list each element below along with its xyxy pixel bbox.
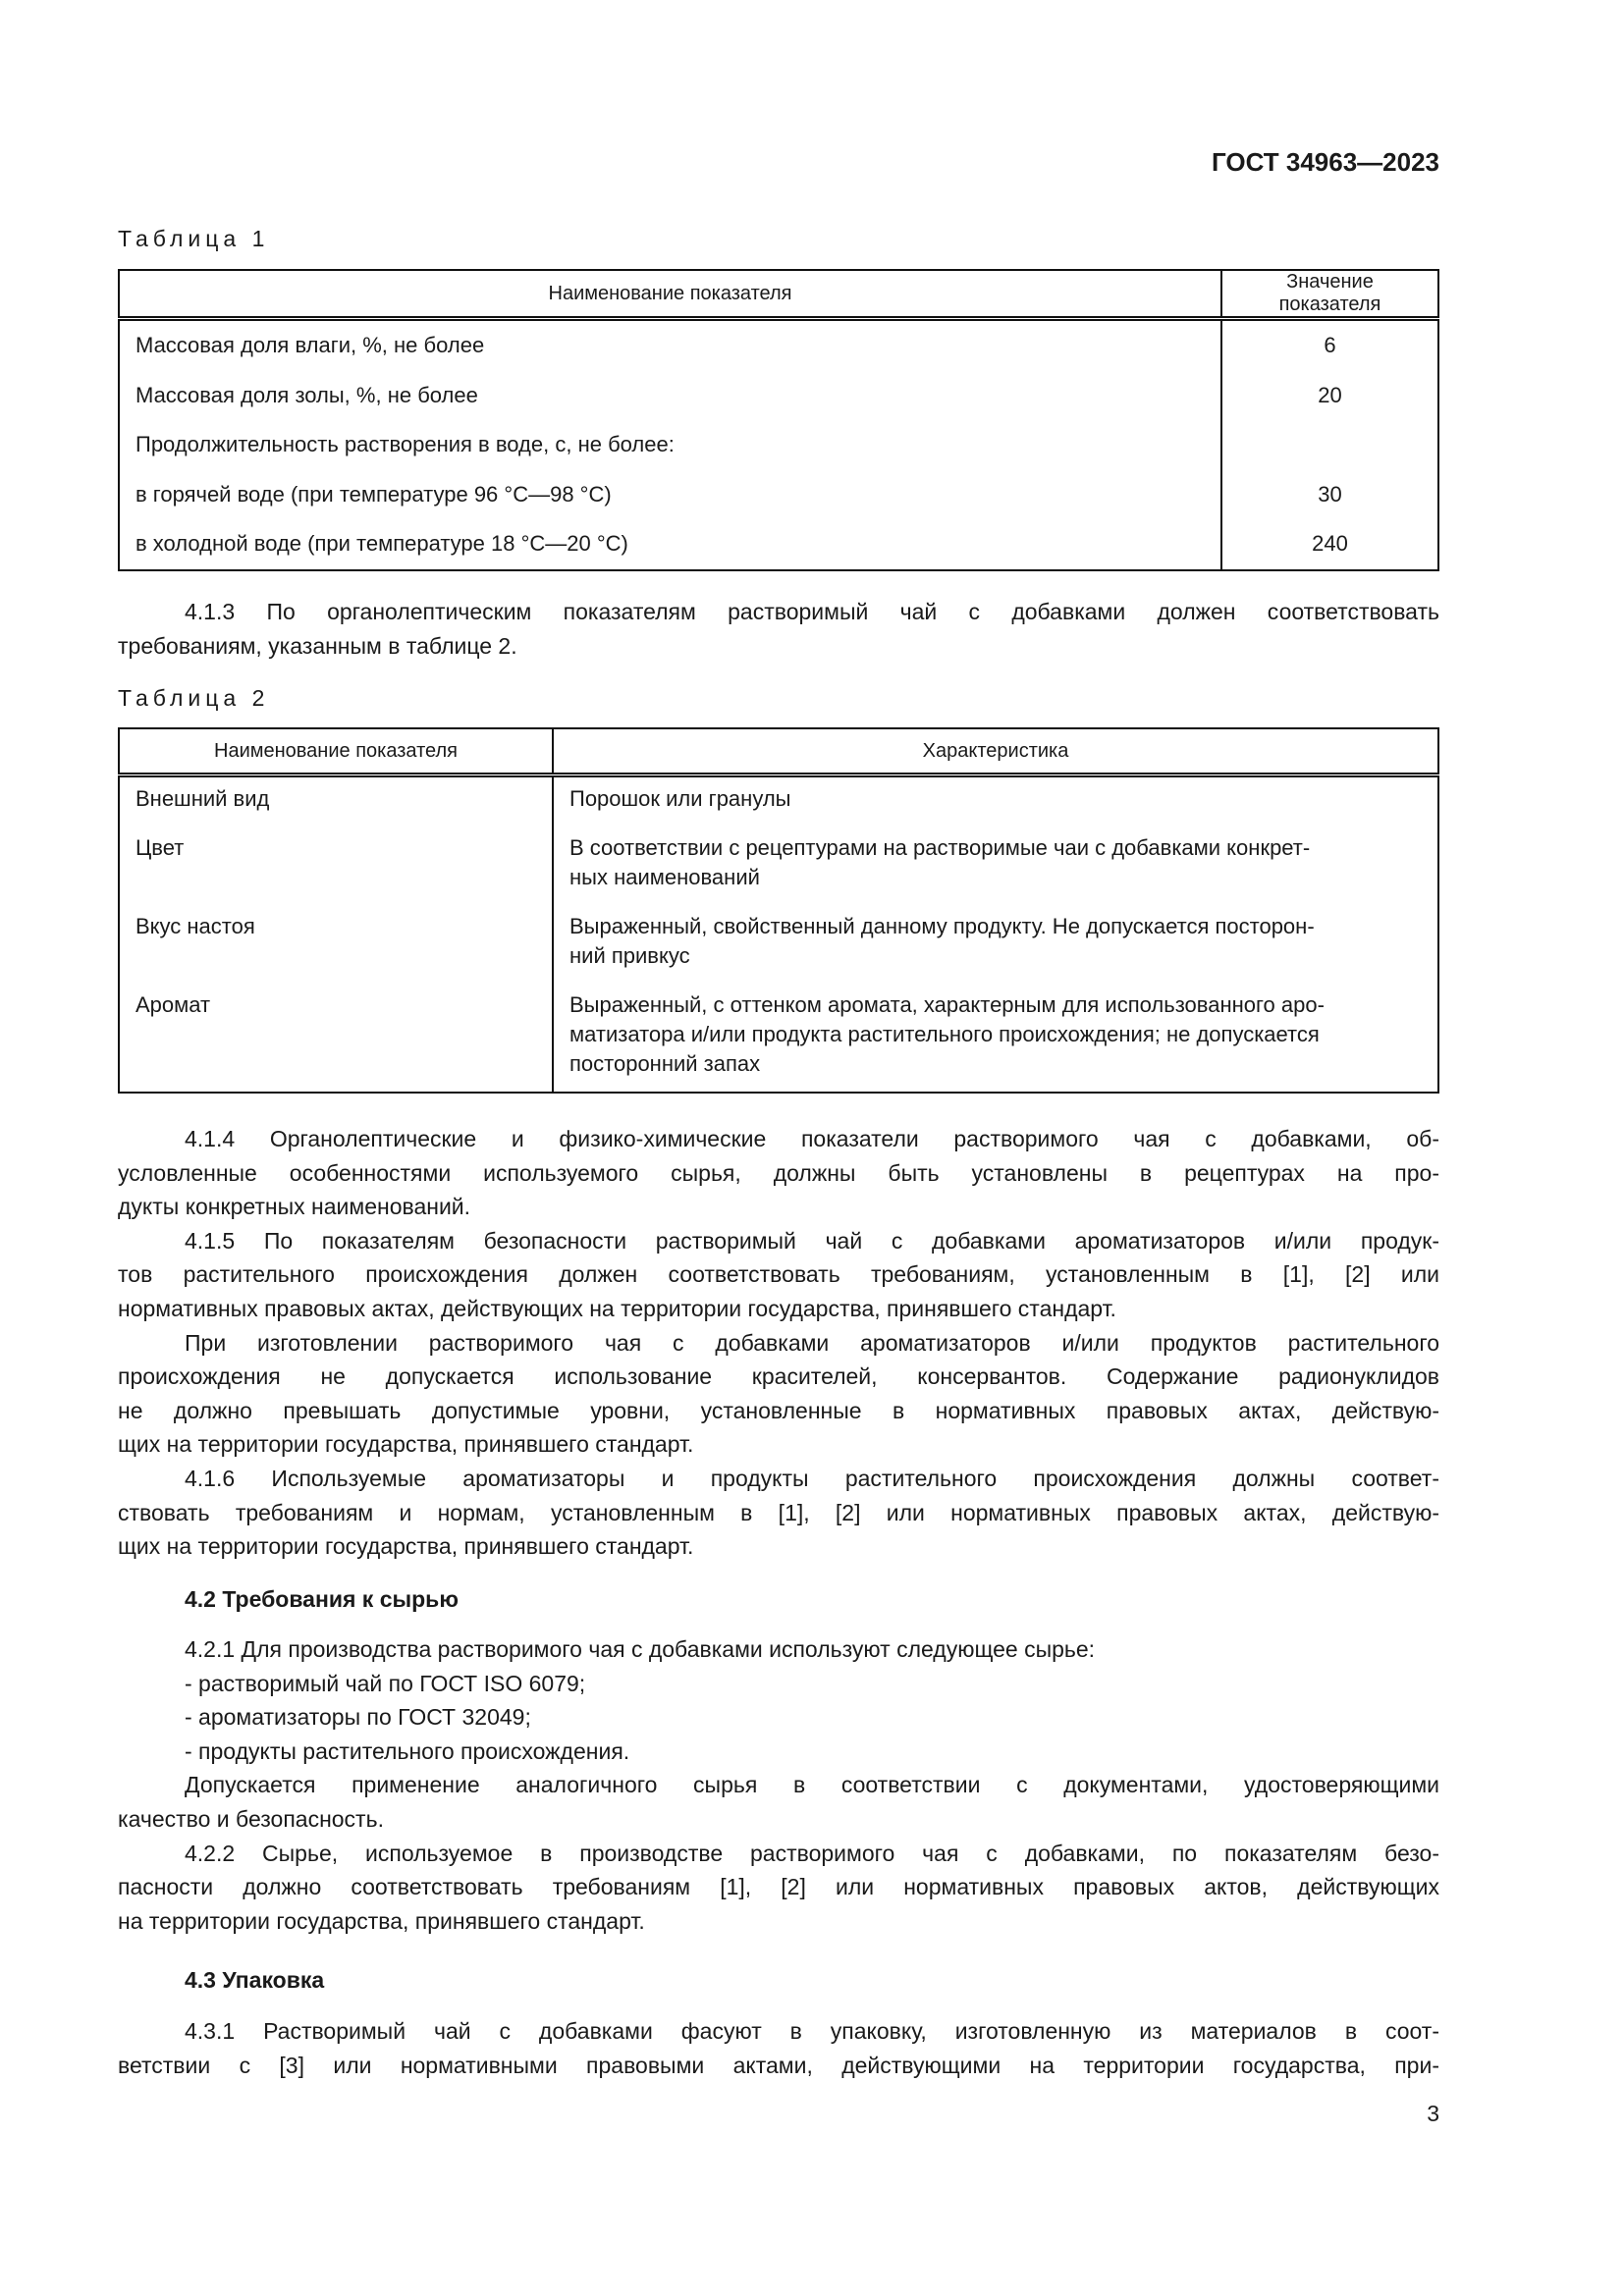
text-line: 4.1.5 По показателям безопасности растворимый чай с добавками ароматизаторов и/или продук- [185, 1227, 1439, 1254]
section-4-2-paragraphs [118, 1632, 1439, 1938]
characteristic [553, 984, 1438, 1093]
table-row [119, 905, 1438, 984]
table-row [119, 519, 1438, 570]
table-1-caption: Таблица 1 [118, 226, 270, 251]
text-line: - растворимый чай по ГОСТ ISO 6079; [185, 1670, 586, 1696]
table-row [119, 420, 1438, 470]
section-4-1-paragraphs [118, 1122, 1439, 1564]
paragraph [118, 1667, 1439, 1701]
text-line: 4.1.4 Органолептические и физико-химические показатели растворимого чая с добавками, об- [185, 1126, 1439, 1151]
text-line: ветствии с [3] или нормативными правовыми актами, действующими на территории государства, при- [118, 2052, 1439, 2078]
table-row [119, 319, 1438, 371]
table-2 [118, 727, 1439, 1094]
text-line: 4.2.1 Для производства растворимого чая с добавками используют следующее сырье: [185, 1636, 1096, 1662]
text-line: качество и безопасность. [118, 1805, 384, 1832]
table-header-row [119, 270, 1438, 319]
table-row [119, 827, 1438, 905]
paragraph [118, 2014, 1439, 2082]
text-line: матизатора и/или продукта растительного происхождения; не допускается [569, 1022, 1320, 1046]
indicator-name: Продолжительность растворения в воде, с, не более: [135, 432, 675, 457]
paragraph [118, 1700, 1439, 1735]
page-number: 3 [1427, 2101, 1439, 2126]
text-line: тов растительного происхождения должен соответствовать требованиям, установленным в [1], [2] или [118, 1261, 1439, 1288]
text-line: 4.1.6 Используемые ароматизаторы и продукты растительного происхождения должны соответ- [185, 1465, 1439, 1491]
text-line: - ароматизаторы по ГОСТ 32049; [185, 1704, 531, 1731]
text-line: Выраженный, свойственный данному продукту. Не допускается посторон- [569, 914, 1315, 938]
text-line: ний привкус [569, 943, 690, 968]
indicator-name: Вкус настоя [135, 914, 255, 938]
text-line: посторонний запах [569, 1051, 761, 1076]
paragraph [118, 1768, 1439, 1836]
text-line: нормативных правовых актах, действующих на территории государства, принявшего стандарт. [118, 1295, 1116, 1321]
indicator-name: Цвет [135, 835, 185, 860]
indicator-name: Массовая доля золы, %, не более [135, 382, 478, 407]
paragraph [118, 1837, 1439, 1939]
paragraph-4-1-3 [118, 595, 1439, 663]
indicator-value [1221, 420, 1438, 470]
indicator-value: 30 [1221, 470, 1438, 520]
indicator-name: Аромат [135, 992, 211, 1017]
paragraph [118, 1224, 1439, 1326]
paragraph [118, 1122, 1439, 1224]
table-row [119, 775, 1438, 828]
text-line: щих на территории государства, принявшего стандарт. [118, 1431, 694, 1458]
text-line: В соответствии с рецептурами на растворимые чаи с добавками конкрет- [569, 835, 1311, 860]
section-heading: 4.3 Упаковка [185, 1967, 325, 1993]
text-line: 4.1.3 По органолептическим показателям растворимый чай с добавками должен соответствовать [185, 599, 1439, 624]
indicator-name: Внешний вид [135, 786, 270, 811]
characteristic [553, 905, 1438, 984]
table-2-caption: Таблица 2 [118, 685, 270, 711]
text-line: Выраженный, с оттенком аромата, характерным для использованного аро- [569, 992, 1325, 1017]
text-line: Допускается применение аналогичного сырья в соответствии с документами, удостоверяющими [185, 1772, 1439, 1798]
text-line: требованиям, указанным в таблице 2. [118, 632, 517, 659]
table-header-row [119, 728, 1438, 775]
indicator-value: 6 [1221, 319, 1438, 371]
text-line: ных наименований [569, 865, 760, 889]
text-line: не должно превышать допустимые уровни, установленные в нормативных правовых актах, действую- [118, 1397, 1439, 1423]
text-line: ствовать требованиям и нормам, установленным в [1], [2] или нормативных правовых актах, действую- [118, 1499, 1439, 1525]
indicator-name: Массовая доля влаги, %, не более [135, 333, 485, 358]
table-row [119, 984, 1438, 1093]
text-line: условленные особенностями используемого сырья, должны быть установлены в рецептурах на про- [118, 1159, 1439, 1186]
text-line: Порошок или гранулы [569, 786, 791, 811]
paragraph [118, 1462, 1439, 1564]
section-heading: 4.2 Требования к сырью [185, 1586, 459, 1612]
text-line: на территории государства, принявшего стандарт. [118, 1907, 645, 1934]
text-line: дукты конкретных наименований. [118, 1194, 471, 1220]
column-header: Наименование показателя [119, 270, 1221, 319]
column-header: Наименование показателя [119, 728, 553, 775]
characteristic [553, 827, 1438, 905]
text-line: происхождения не допускается использование красителей, консервантов. Содержание радионуклидов [118, 1363, 1439, 1390]
section-4-3-paragraphs [118, 2014, 1439, 2082]
paragraph [118, 1735, 1439, 1769]
text-line: При изготовлении растворимого чая с добавками ароматизаторов и/или продуктов растительного [185, 1329, 1439, 1356]
paragraph [118, 1326, 1439, 1462]
indicator-value: 240 [1221, 519, 1438, 570]
table-1 [118, 269, 1439, 571]
indicator-name: в холодной воде (при температуре 18 °C—20 °C) [135, 531, 628, 557]
text-line: пасности должно соответствовать требованиям [1], [2] или нормативных правовых актов, действующих [118, 1874, 1439, 1900]
document-code: ГОСТ 34963—2023 [1212, 147, 1439, 177]
text-line: 4.3.1 Растворимый чай с добавками фасуют в упаковку, изготовленную из материалов в соот- [185, 2018, 1439, 2044]
indicator-name: в горячей воде (при температуре 96 °C—98 °C) [135, 481, 612, 507]
characteristic [553, 775, 1438, 828]
text-line: 4.2.2 Сырье, используемое в производстве растворимого чая с добавками, по показателям безо- [185, 1840, 1439, 1866]
table-row [119, 470, 1438, 520]
text-line: щих на территории государства, принявшего стандарт. [118, 1533, 694, 1560]
text-line: - продукты растительного происхождения. [185, 1737, 630, 1764]
table-row [119, 371, 1438, 421]
column-header: Характеристика [553, 728, 1438, 775]
indicator-value: 20 [1221, 371, 1438, 421]
paragraph [118, 1632, 1439, 1667]
column-header: Значение показателя [1221, 270, 1438, 319]
